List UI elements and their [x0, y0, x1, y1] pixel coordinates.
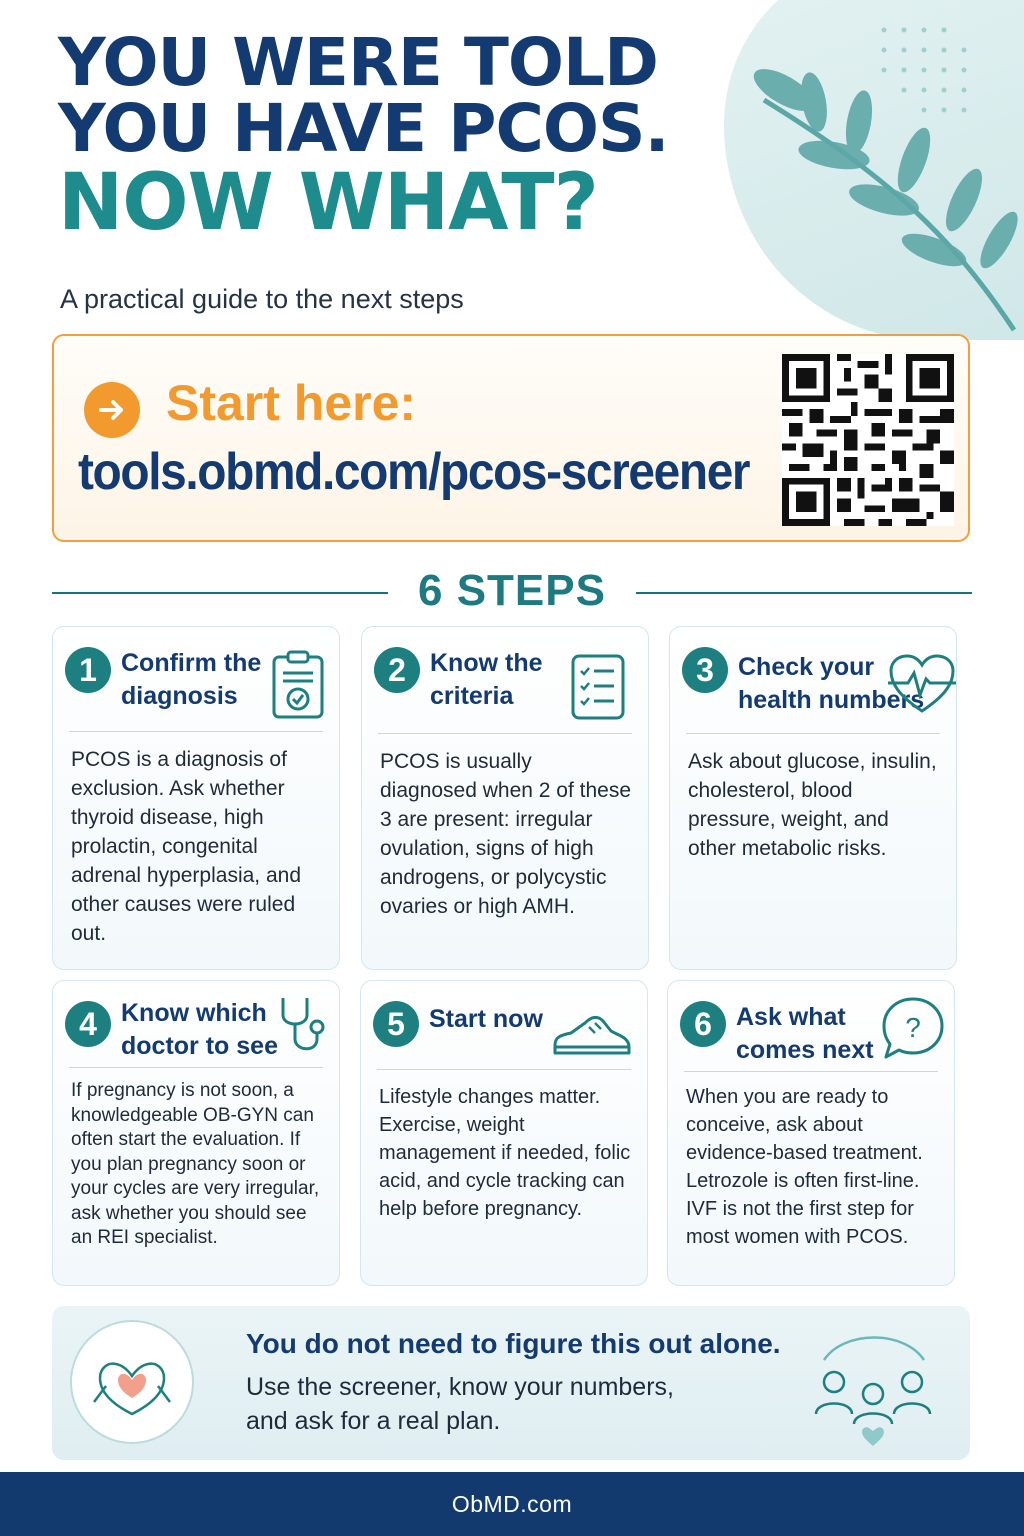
- family-icon: [804, 1320, 944, 1450]
- page-title: [58, 24, 669, 248]
- step-number: 5: [373, 1001, 419, 1047]
- card-divider: [378, 733, 632, 734]
- card-divider: [69, 1067, 323, 1068]
- clipboard-check-icon: [271, 649, 325, 721]
- step-number: 4: [65, 1001, 111, 1047]
- heart-hands-icon: [70, 1320, 194, 1444]
- step-title: Check your health numbers: [738, 653, 925, 714]
- step-card-1: [52, 626, 340, 970]
- step-card-2: [361, 626, 649, 970]
- step-card-4: [52, 980, 340, 1286]
- screener-link[interactable]: tools.obmd.com/pcos-screener: [78, 443, 750, 501]
- step-title: Start now: [429, 1005, 543, 1033]
- svg-text:?: ?: [905, 1012, 921, 1043]
- step-title: Confirm the diagnosis: [121, 649, 262, 710]
- step-title: Know the criteria: [430, 649, 543, 710]
- qr-code[interactable]: [782, 354, 954, 526]
- footer: [0, 1472, 1024, 1536]
- step-body: PCOS is usually diagnosed when 2 of these 3 are present: irregular ovulation, signs of high androgens, or polycystic ovaries or high AMH.: [380, 750, 632, 918]
- step-number: 6: [680, 1001, 726, 1047]
- title-line-1: YOU WERE TOLD: [58, 24, 658, 101]
- sneaker-icon: [551, 1009, 633, 1061]
- question-bubble-icon: [880, 995, 946, 1061]
- step-title: Ask what comes next: [736, 1003, 874, 1064]
- step-card-5: [360, 980, 648, 1286]
- step-body: PCOS is a diagnosis of exclusion. Ask whether thyroid disease, high prolactin, congenital adrenal hyperplasia, and other causes were ruled out.: [71, 748, 301, 945]
- card-divider: [684, 1071, 938, 1072]
- step-body: If pregnancy is not soon, a knowledgeable OB-GYN can often start the evaluation. If you plan pregnancy soon or your cycles are very irregular, ask whether you should see an REI specialist.: [71, 1080, 320, 1248]
- step-body: Ask about glucose, insulin, cholesterol, blood pressure, weight, and other metabolic risks.: [688, 750, 937, 860]
- title-line-2: YOU HAVE PCOS.: [58, 90, 669, 167]
- start-here-box: [52, 334, 970, 542]
- card-divider: [686, 733, 940, 734]
- step-card-6: [667, 980, 955, 1286]
- start-here-label: Start here:: [166, 375, 417, 431]
- closing-text: Use the screener, know your numbers, and ask for a real plan.: [246, 1373, 674, 1435]
- subtitle: A practical guide to the next steps: [60, 284, 464, 314]
- checklist-icon: [570, 653, 626, 721]
- title-line-3: NOW WHAT?: [58, 158, 598, 248]
- step-number: 3: [682, 647, 728, 693]
- heading-rule-right: [636, 592, 972, 594]
- steps-title: 6 STEPS: [418, 566, 606, 615]
- steps-heading: [52, 566, 972, 622]
- leaf-branch-icon: [724, 60, 1024, 340]
- step-number: 1: [65, 647, 111, 693]
- step-number: 2: [374, 647, 420, 693]
- arrow-right-icon: [84, 382, 140, 438]
- step-card-3: [669, 626, 957, 970]
- card-divider: [69, 731, 323, 732]
- closing-title: You do not need to figure this out alone.: [246, 1328, 781, 1359]
- closing-box: [52, 1306, 970, 1460]
- footer-link[interactable]: ObMD.com: [451, 1490, 573, 1517]
- card-divider: [377, 1069, 631, 1070]
- heartbeat-icon: [888, 653, 956, 715]
- stethoscope-icon: [277, 995, 329, 1059]
- step-body: When you are ready to conceive, ask about evidence-based treatment. Letrozole is often first-line. IVF is not the first step for most women with PCOS.: [686, 1086, 923, 1248]
- step-body: Lifestyle changes matter. Exercise, weight management if needed, folic acid, and cycle tracking can help before pregnancy.: [379, 1086, 631, 1220]
- step-title: Know which doctor to see: [121, 999, 278, 1060]
